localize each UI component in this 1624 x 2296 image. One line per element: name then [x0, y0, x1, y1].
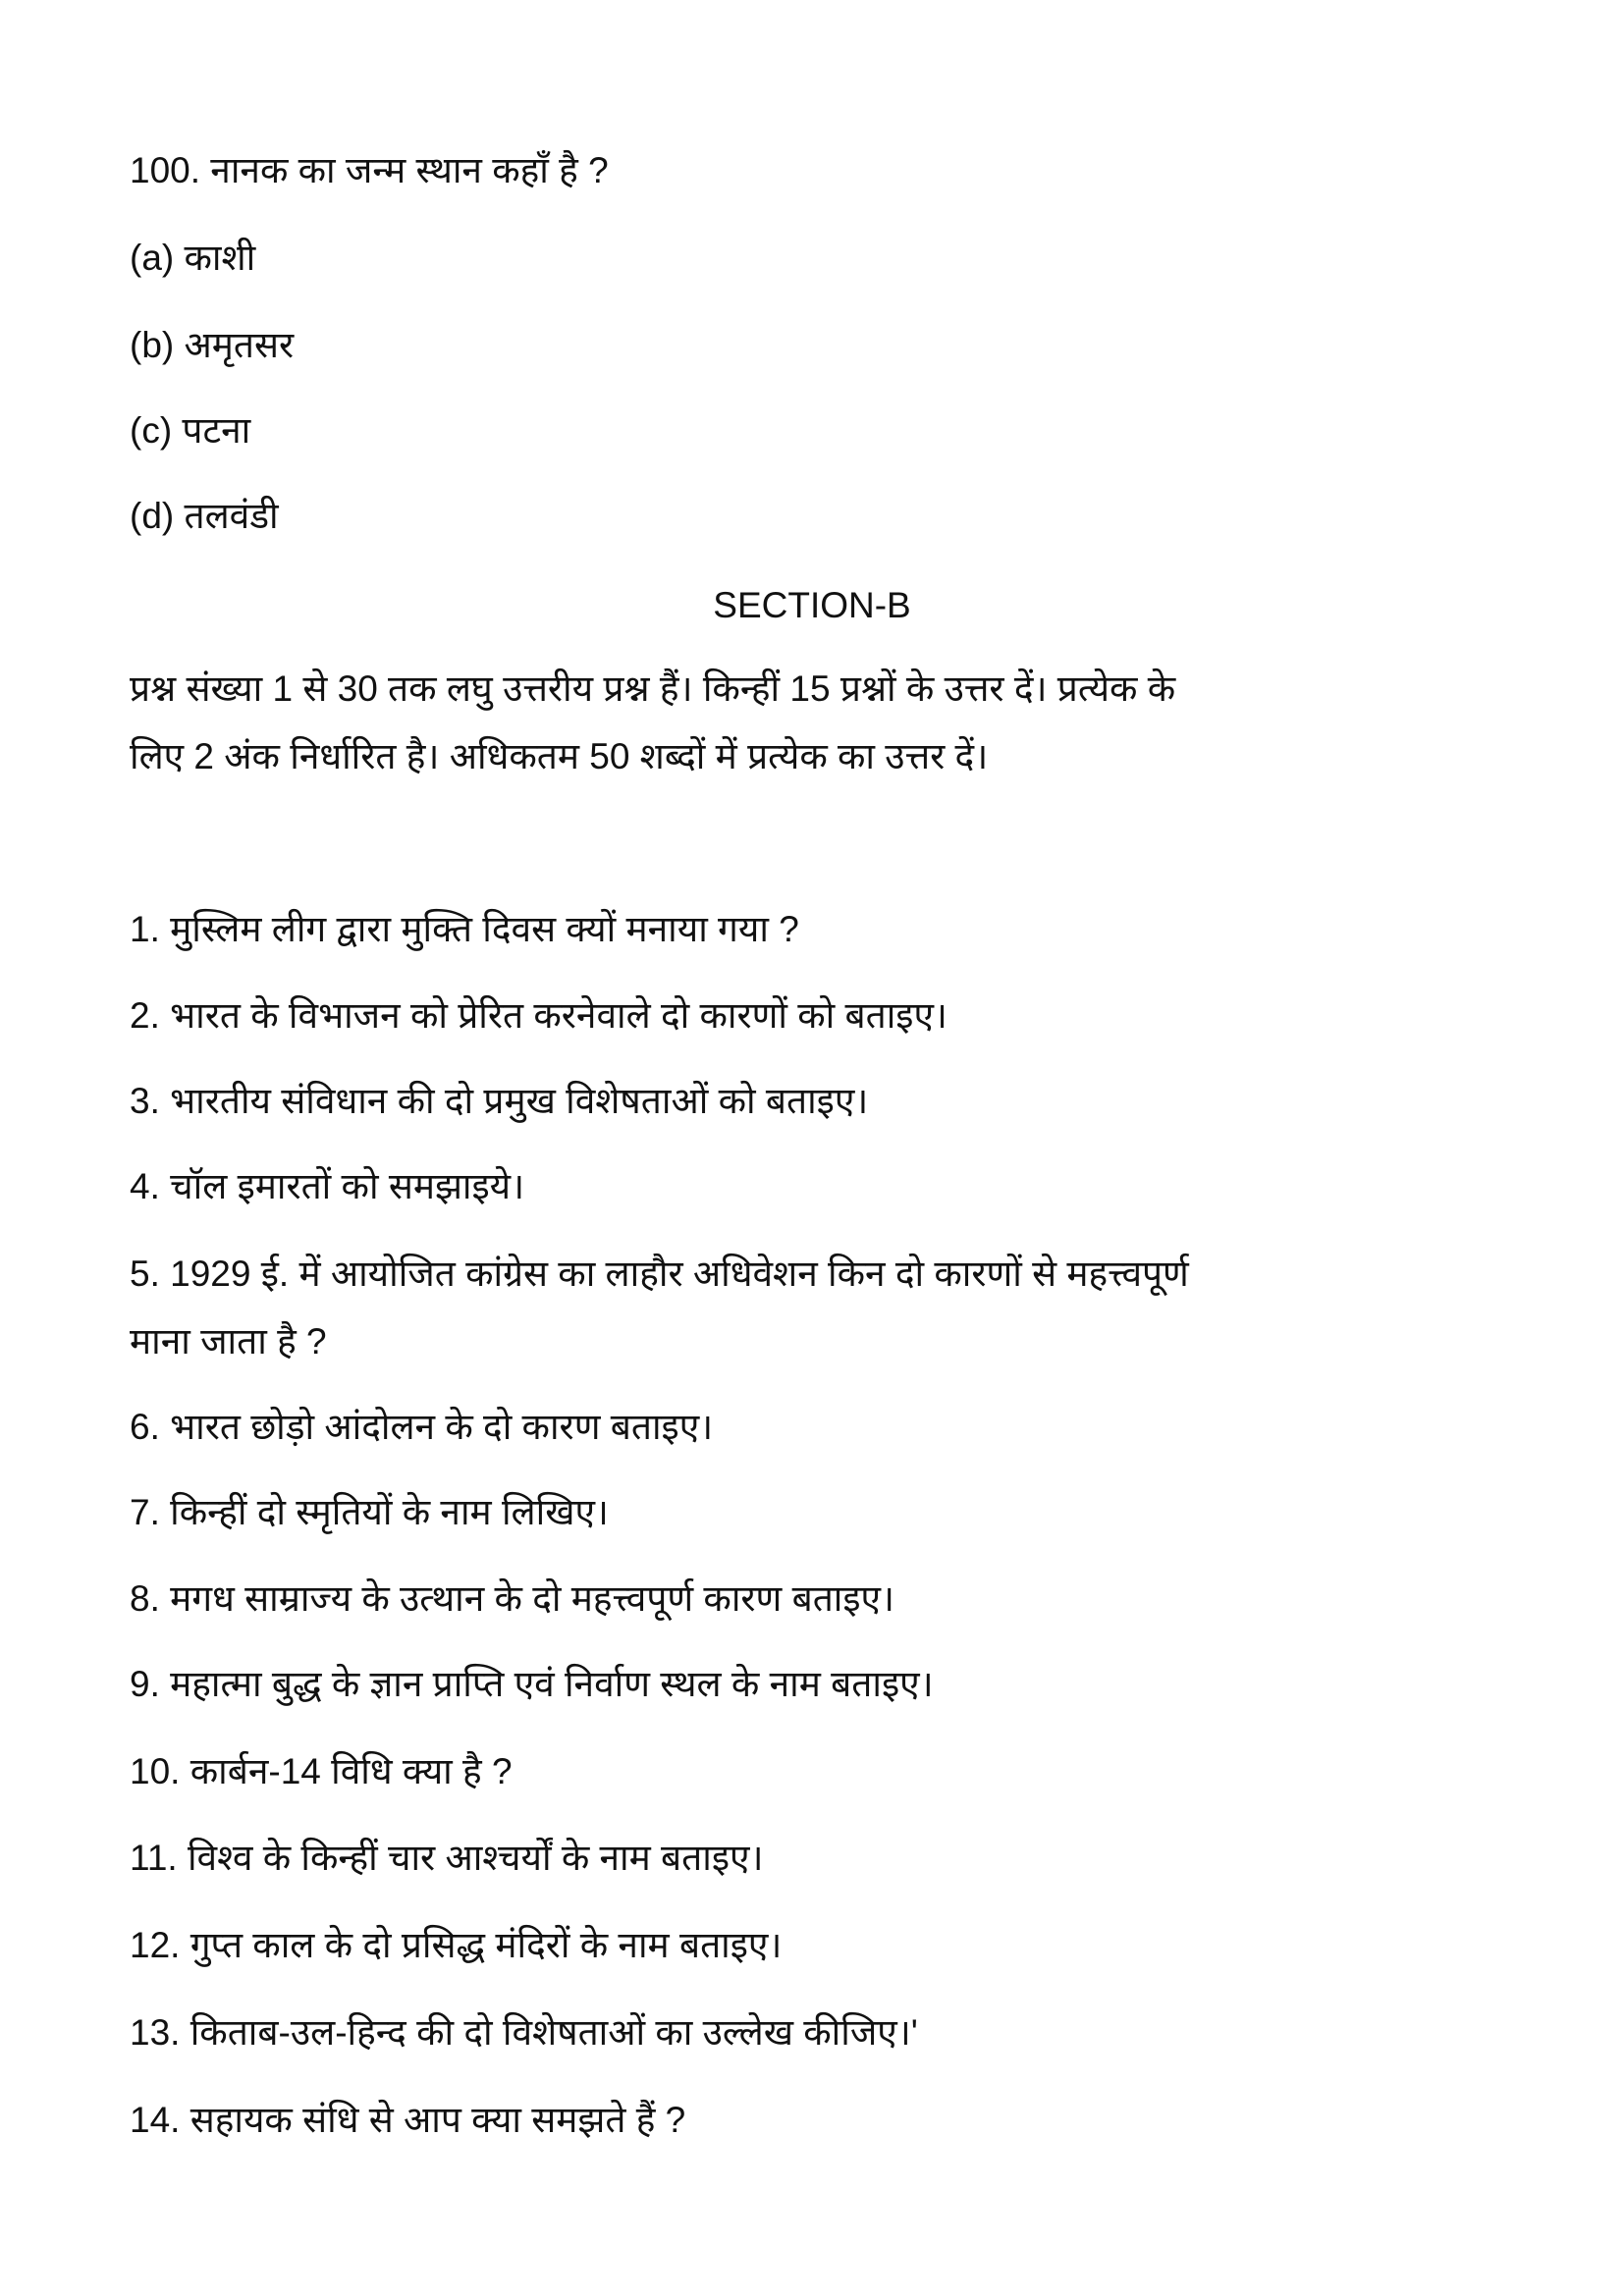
- question-item-continuation: माना जाता है ?: [130, 1321, 327, 1362]
- question-item: 1. मुस्लिम लीग द्वारा मुक्ति दिवस क्यों मनाया गया ?: [130, 909, 799, 949]
- question-item: 10. कार्बन-14 विधि क्या है ?: [130, 1751, 513, 1791]
- option-d: (d) तलवंडी: [130, 496, 279, 536]
- section-instructions-line-2: लिए 2 अंक निर्धारित है। अधिकतम 50 शब्दों में प्रत्येक का उत्तर दें।: [130, 736, 989, 776]
- question-item: 4. चॉल इमारतों को समझाइये।: [130, 1166, 525, 1206]
- section-title: SECTION-B: [713, 585, 911, 625]
- question-item: 13. किताब-उल-हिन्द की दो विशेषताओं का उल्लेख कीजिए।': [130, 2012, 918, 2053]
- question-item: 12. गुप्त काल के दो प्रसिद्ध मंदिरों के नाम बताइए।: [130, 1925, 783, 1965]
- option-c: (c) पटना: [130, 410, 251, 451]
- question-item: 6. भारत छोड़ो आंदोलन के दो कारण बताइए।: [130, 1407, 714, 1447]
- question-item: 11. विश्व के किन्हीं चार आश्चर्यों के नाम बताइए।: [130, 1838, 764, 1878]
- option-b: (b) अमृतसर: [130, 325, 295, 365]
- question-item: 2. भारत के विभाजन को प्रेरित करनेवाले दो कारणों को बताइए।: [130, 995, 947, 1036]
- question-item: 14. सहायक संधि से आप क्या समझते हैं ?: [130, 2100, 686, 2140]
- question-item: 8. मगध साम्राज्य के उत्थान के दो महत्त्वपूर्ण कारण बताइए।: [130, 1578, 895, 1619]
- question-text: 100. नानक का जन्म स्थान कहाँ है ?: [130, 150, 609, 190]
- question-item: 3. भारतीय संविधान की दो प्रमुख विशेषताओं को बताइए।: [130, 1081, 869, 1121]
- question-item: 5. 1929 ई. में आयोजित कांग्रेस का लाहौर अधिवेशन किन दो कारणों से महत्त्वपूर्ण: [130, 1254, 1189, 1294]
- option-a: (a) काशी: [130, 238, 256, 278]
- question-item: 7. किन्हीं दो स्मृतियों के नाम लिखिए।: [130, 1492, 609, 1532]
- question-item: 9. महात्मा बुद्ध के ज्ञान प्राप्ति एवं निर्वाण स्थल के नाम बताइए।: [130, 1664, 934, 1704]
- section-instructions-line-1: प्रश्न संख्या 1 से 30 तक लघु उत्तरीय प्रश्न हैं। किन्हीं 15 प्रश्नों के उत्तर दें। प्रत्येक के: [130, 668, 1176, 709]
